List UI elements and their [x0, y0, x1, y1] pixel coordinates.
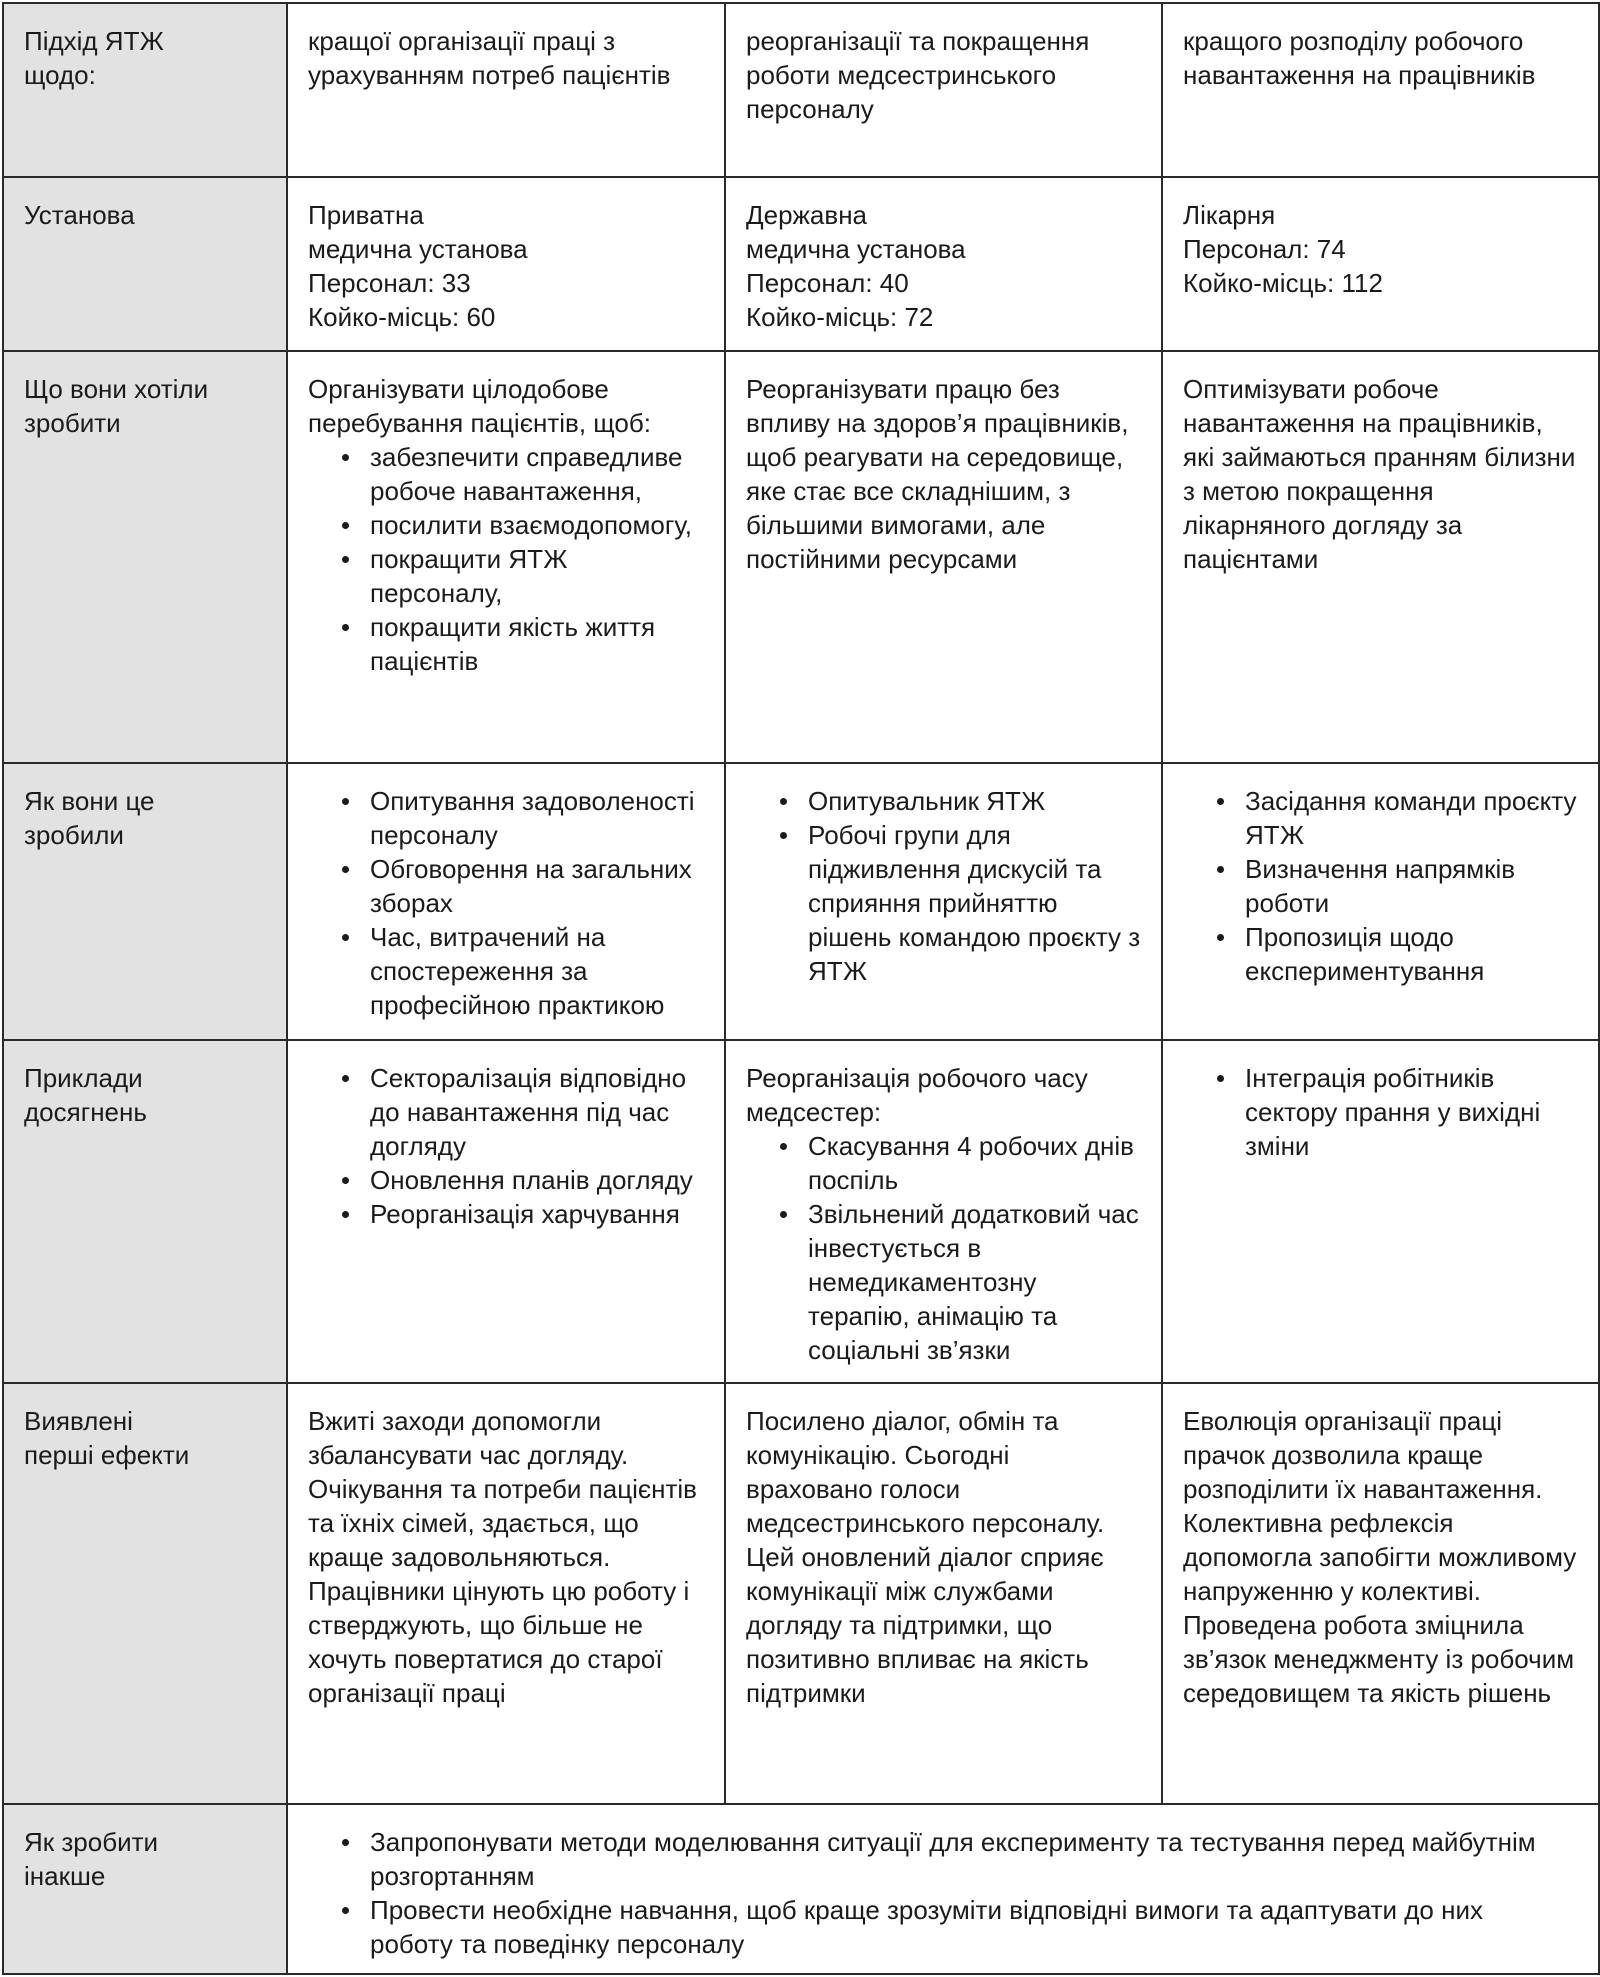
institution-type: Лікарня [1183, 200, 1276, 230]
list-item: Пропозиція щодо експериментування [1183, 920, 1580, 988]
goals-col-1 [287, 351, 725, 763]
approach-col-3: кращого розподілу робочого навантаження на працівників [1162, 3, 1599, 177]
list-item: посилити взаємодопомогу, [308, 508, 706, 542]
institution-type: Приватна [308, 200, 424, 230]
row-label-goals: Що вони хотіли зробити [3, 351, 287, 763]
institution-beds: Койко-місць: 60 [308, 302, 496, 332]
row-effects [3, 1383, 1599, 1804]
list-item: Оновлення планів догляду [308, 1163, 706, 1197]
how-col-2 [725, 763, 1162, 1040]
row-institution [3, 177, 1599, 351]
list-item: Час, витрачений на спостереження за професійною практикою [308, 920, 706, 1022]
list-item: Опитування задоволеності персоналу [308, 784, 706, 852]
how-list [308, 784, 706, 1022]
list-item: Секторалізація відповідно до навантаження під час догляду [308, 1061, 706, 1163]
how-list [746, 784, 1143, 988]
how-list [1183, 784, 1580, 988]
institution-beds: Койко-місць: 112 [1183, 268, 1383, 298]
goals-col-3: Оптимізувати робоче навантаження на працівників, які займаються пранням білизни з метою покращення лікарняного догляду за пацієнтами [1162, 351, 1599, 763]
goals-col-2: Реорганізувати працю без впливу на здоров’я працівників, щоб реагувати на середовище, яке стає все складнішим, з більшими вимогами, але постійними ресурсами [725, 351, 1162, 763]
row-label-how: Як вони це зробили [3, 763, 287, 1040]
otherwise-cell [287, 1804, 1599, 1974]
list-item: Визначення напрямків роботи [1183, 852, 1580, 920]
effects-col-1: Вжиті заходи допомогли збалансувати час догляду. Очікування та потреби пацієнтів та їхніх сімей, здається, що краще задовольняються. Працівники цінують цю роботу і стверджують, що більше не хочуть повертатися до старої організації праці [287, 1383, 725, 1804]
list-item: Реорганізація харчування [308, 1197, 706, 1231]
list-item: Інтеграція робітників сектору прання у вихідні зміни [1183, 1061, 1580, 1163]
examples-list [1183, 1061, 1580, 1163]
row-label-examples: Приклади досягнень [3, 1040, 287, 1383]
institution-col-1 [287, 177, 725, 351]
comparison-table [2, 2, 1600, 1975]
examples-list [308, 1061, 706, 1231]
institution-kind: медична установа [308, 234, 528, 264]
row-label-effects: Виявлені перші ефекти [3, 1383, 287, 1804]
goals-intro: Організувати цілодобове перебування пацієнтів, щоб: [308, 374, 651, 438]
goals-list [308, 440, 706, 678]
list-item: Обговорення на загальних зборах [308, 852, 706, 920]
list-item: покращити якість життя пацієнтів [308, 610, 706, 678]
institution-col-3 [1162, 177, 1599, 351]
examples-col-1 [287, 1040, 725, 1383]
institution-kind: медична установа [746, 234, 966, 264]
institution-staff: Персонал: 40 [746, 268, 909, 298]
list-item: покращити ЯТЖ персоналу, [308, 542, 706, 610]
row-label-institution: Установа [3, 177, 287, 351]
effects-col-2: Посилено діалог, обмін та комунікацію. Сьогодні враховано голоси медсестринського персоналу. Цей оновлений діалог сприяє комунікації між службами догляду та підтримки, що позитивно впливає на якість підтримки [725, 1383, 1162, 1804]
list-item: Скасування 4 робочих днів поспіль [746, 1129, 1143, 1197]
otherwise-list [308, 1825, 1538, 1961]
list-item: Робочі групи для підживлення дискусій та сприяння прийняттю рішень командою проєкту з ЯТЖ [746, 818, 1143, 988]
institution-beds: Койко-місць: 72 [746, 302, 934, 332]
list-item: Засідання команди проєкту ЯТЖ [1183, 784, 1580, 852]
how-col-1 [287, 763, 725, 1040]
row-otherwise [3, 1804, 1599, 1974]
institution-type: Державна [746, 200, 868, 230]
row-label-approach: Підхід ЯТЖ щодо: [3, 3, 287, 177]
row-how [3, 763, 1599, 1040]
examples-list [746, 1129, 1143, 1367]
list-item: Опитувальник ЯТЖ [746, 784, 1143, 818]
row-goals [3, 351, 1599, 763]
list-item: Запропонувати методи моделювання ситуації для експерименту та тестування перед майбутнім розгортанням [308, 1825, 1538, 1893]
list-item: Звільнений додатковий час інвестується в немедикаментозну терапію, анімацію та соціальні зв’язки [746, 1197, 1143, 1367]
approach-col-2: реорганізації та покращення роботи медсестринського персоналу [725, 3, 1162, 177]
row-examples [3, 1040, 1599, 1383]
examples-intro: Реорганізація робочого часу медсестер: [746, 1063, 1088, 1127]
examples-col-3 [1162, 1040, 1599, 1383]
approach-col-1: кращої організації праці з урахуванням потреб пацієнтів [287, 3, 725, 177]
effects-col-3: Еволюція організації праці прачок дозволила краще розподілити їх навантаження. Колективна рефлексія допомогла запобігти можливому напруженню у колективі. Проведена робота зміцнила зв’язок менеджменту із робочим середовищем та якість рішень [1162, 1383, 1599, 1804]
examples-col-2 [725, 1040, 1162, 1383]
institution-staff: Персонал: 74 [1183, 234, 1346, 264]
list-item: Провести необхідне навчання, щоб краще зрозуміти відповідні вимоги та адаптувати до них роботу та поведінку персоналу [308, 1893, 1538, 1961]
institution-staff: Персонал: 33 [308, 268, 471, 298]
how-col-3 [1162, 763, 1599, 1040]
row-label-otherwise: Як зробити інакше [3, 1804, 287, 1974]
row-approach [3, 3, 1599, 177]
institution-col-2 [725, 177, 1162, 351]
list-item: забезпечити справедливе робоче навантаження, [308, 440, 706, 508]
